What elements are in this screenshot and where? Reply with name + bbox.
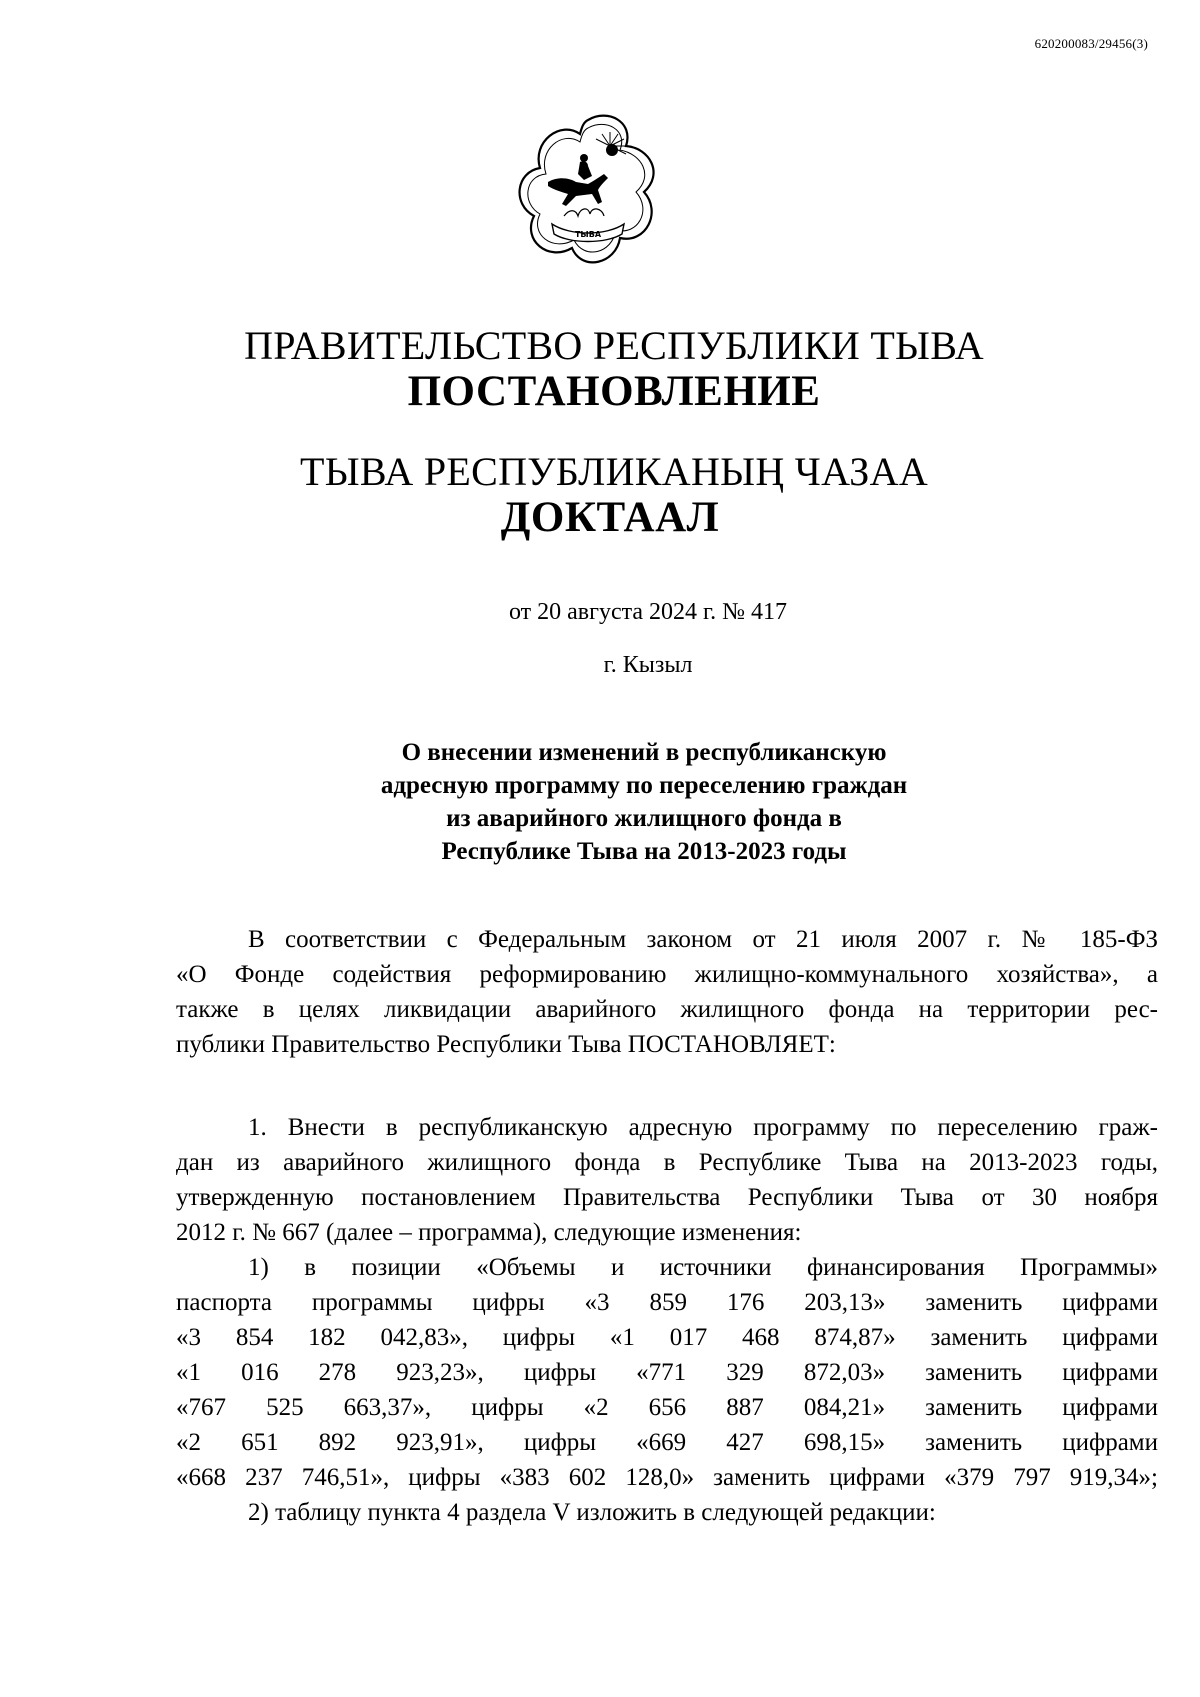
subject-line: Республике Тыва на 2013-2023 годы xyxy=(441,838,847,865)
text-line: 1) в позиции «Объемы и источники финансирования Программы» xyxy=(248,1254,1158,1281)
document-subject xyxy=(44,736,1200,868)
text-line: также в целях ликвидации аварийного жилищного фонда на территории рес- xyxy=(176,996,1158,1023)
text-line: «767 525 663,37», цифры «2 656 887 084,21» заменить цифрами xyxy=(176,1394,1158,1421)
text-line: «3 854 182 042,83», цифры «1 017 468 874,87» заменить цифрами xyxy=(176,1324,1158,1351)
subject-line: О внесении изменений в республиканскую xyxy=(401,739,887,766)
document-type-tyv: ДОКТААЛ xyxy=(500,494,720,541)
text-line: утвержденную постановлением Правительства Республики Тыва от 30 ноября xyxy=(176,1184,1158,1211)
text-line: 1. Внести в республиканскую адресную программу по переселению граж- xyxy=(248,1114,1158,1141)
document-registration-number: 620200083/29456(3) xyxy=(1034,36,1148,51)
government-title-tyv: ТЫВА РЕСПУБЛИКАНЫҢ ЧАЗАА xyxy=(299,449,929,494)
subject-line: адресную программу по переселению граждан xyxy=(380,772,908,799)
text-line: «668 237 746,51», цифры «383 602 128,0» заменить цифрами «379 797 919,34»; xyxy=(176,1464,1158,1491)
document-date-number: от 20 августа 2024 г. № 417 xyxy=(508,599,788,625)
text-line: 2012 г. № 667 (далее – программа), следующие изменения: xyxy=(176,1219,802,1246)
clause-1-paragraph xyxy=(176,1110,1158,1530)
text-line: 2) таблицу пункта 4 раздела V изложить в следующей редакции: xyxy=(248,1499,936,1526)
emblem-ribbon-text: ТЫВА xyxy=(574,230,602,239)
government-title-ru: ПРАВИТЕЛЬСТВО РЕСПУБЛИКИ ТЫВА xyxy=(244,323,984,368)
text-line: паспорта программы цифры «3 859 176 203,13» заменить цифрами xyxy=(176,1289,1158,1316)
text-line: публики Правительство Республики Тыва ПОСТАНОВЛЯЕТ: xyxy=(176,1031,836,1058)
text-line: В соответствии с Федеральным законом от 21 июля 2007 г. № 185-ФЗ xyxy=(248,926,1158,953)
text-line: дан из аварийного жилищного фонда в Республике Тыва на 2013-2023 годы, xyxy=(176,1149,1158,1176)
document-city: г. Кызыл xyxy=(603,652,693,678)
document-type-ru: ПОСТАНОВЛЕНИЕ xyxy=(407,368,821,415)
text-line: «1 016 278 923,23», цифры «771 329 872,03» заменить цифрами xyxy=(176,1359,1158,1386)
subject-line: из аварийного жилищного фонда в xyxy=(446,805,842,832)
preamble-paragraph xyxy=(176,922,1158,1062)
text-line: «О Фонде содействия реформированию жилищно-коммунального хозяйства», а xyxy=(176,961,1158,988)
tyva-coat-of-arms-icon xyxy=(518,112,658,270)
text-line: «2 651 892 923,91», цифры «669 427 698,15» заменить цифрами xyxy=(176,1429,1158,1456)
